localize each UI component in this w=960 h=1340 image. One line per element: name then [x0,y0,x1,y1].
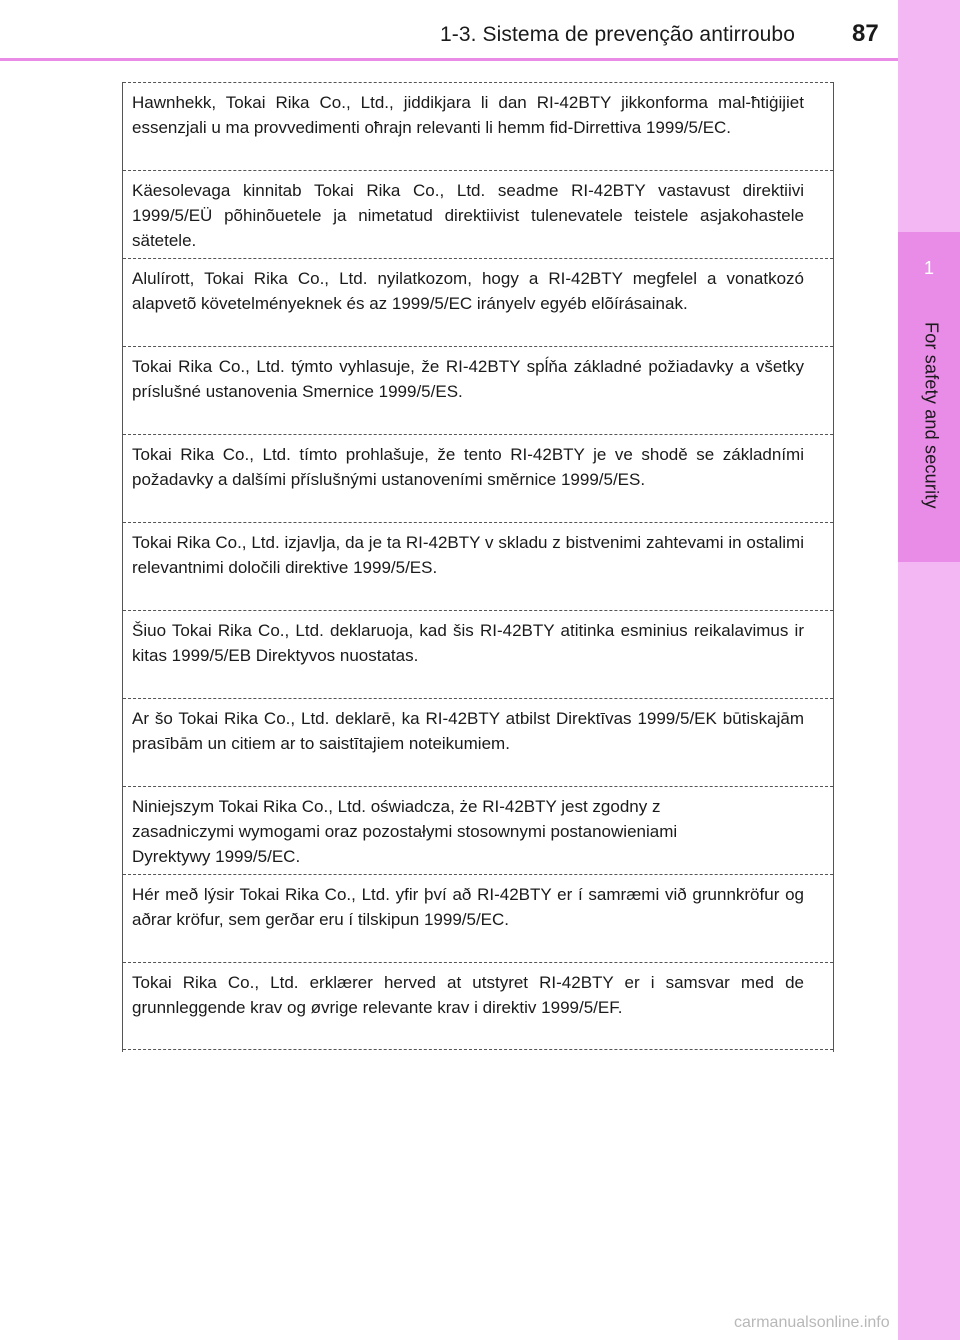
declaration-row [123,698,833,785]
declaration-text: Šiuo Tokai Rika Co., Ltd. deklaruoja, kad šis RI-42BTY atitinka esminius reikalavimus ir kitas 1999/5/EB Direktyvos nuostatas. [132,621,804,665]
declaration-row [123,522,833,609]
declaration-text: Käesolevaga kinnitab Tokai Rika Co., Ltd. seadme RI-42BTY vastavust direktiivi 1999/5/EÜ põhinõuetele ja nimetatud direktiivist tulenevatele teistele asjakohastele sätetele. [132,181,804,250]
declaration-row [123,170,833,257]
declaration-row [123,962,833,1050]
declarations-table [122,82,834,1052]
side-tab-strip [898,0,960,1340]
declaration-row [123,434,833,521]
header-rule [0,58,898,61]
declaration-text: Niniejszym Tokai Rika Co., Ltd. oświadcza, że RI-42BTY jest zgodny z zasadniczymi wymogami oraz pozostałymi stosownymi postanowieniami Dyrektywy 1999/5/EC. [132,797,678,866]
declaration-text: Tokai Rika Co., Ltd. týmto vyhlasuje, že RI-42BTY spĺňa základné požiadavky a všetky príslušné ustanovenia Smernice 1999/5/ES. [132,357,804,401]
chapter-label: For safety and security [921,322,942,509]
declaration-row [123,258,833,345]
declaration-row [123,610,833,697]
declaration-row [123,346,833,433]
declaration-row [123,786,833,873]
page-number: 87 [852,20,879,47]
declaration-text: Ar šo Tokai Rika Co., Ltd. deklarē, ka RI-42BTY atbilst Direktīvas 1999/5/EK būtiskajām prasībām un citiem ar to saistītajiem noteikumiem. [132,709,804,753]
declaration-row [123,874,833,961]
declaration-text: Alulírott, Tokai Rika Co., Ltd. nyilatkozom, hogy a RI-42BTY megfelel a vonatkozó alapvetõ követelményeknek és az 1999/5/EC irányelv egyéb elõírásainak. [132,269,804,313]
declaration-text: Hér með lýsir Tokai Rika Co., Ltd. yfir því að RI-42BTY er í samræmi við grunnkröfur og aðrar kröfur, sem gerðar eru í tilskipun 1999/5/EC. [132,885,804,929]
declaration-text: Tokai Rika Co., Ltd. tímto prohlašuje, že tento RI-42BTY je ve shodě se základními požadavky a dalšími příslušnými ustanoveními směrnice 1999/5/ES. [132,445,804,489]
chapter-number: 1 [923,258,934,278]
declaration-text: Tokai Rika Co., Ltd. erklærer herved at utstyret RI-42BTY er i samsvar med de grunnleggende krav og øvrige relevante krav i direktiv 1999/5/EF. [132,973,804,1017]
declaration-text: Hawnhekk, Tokai Rika Co., Ltd., jiddikjara li dan RI-42BTY jikkonforma mal-ħtiġijiet essenzjali u ma provvedimenti oħrajn relevanti li hemm fid-Dirrettiva 1999/5/EC. [132,93,804,137]
watermark: carmanualsonline.info [734,1314,890,1331]
section-title: 1-3. Sistema de prevenção antirroubo [440,23,795,46]
declaration-row [123,82,833,169]
declaration-text: Tokai Rika Co., Ltd. izjavlja, da je ta RI-42BTY v skladu z bistvenimi zahtevami in ostalimi relevantnimi določili direktive 1999/5/ES. [132,533,804,577]
